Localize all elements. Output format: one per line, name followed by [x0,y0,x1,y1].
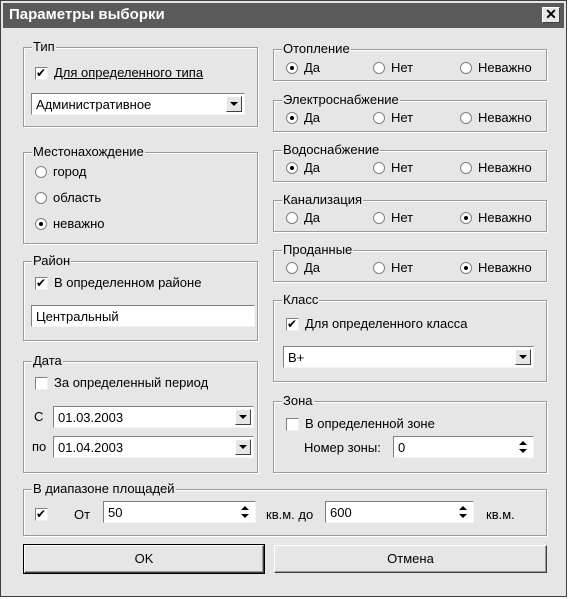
type-legend: Тип [33,39,55,54]
spin-down-icon[interactable] [515,447,531,455]
class-select[interactable] [283,346,534,368]
heating-legend: Отопление [283,41,350,56]
sewer-legend: Канализация [283,192,362,207]
radio-power-any[interactable] [460,112,472,124]
spinner-arrows-icon[interactable] [515,439,531,455]
area-checkbox[interactable] [35,508,48,521]
spin-up-icon[interactable] [455,504,471,512]
radio-sewer-no[interactable] [373,212,385,224]
date-to-label: по [32,439,47,454]
radio-power-yes[interactable] [286,112,298,124]
radio-heating-any[interactable] [460,62,472,74]
chevron-down-icon[interactable] [235,409,251,425]
area-unit-to-label: кв.м. до [266,507,314,522]
district-checkbox-label: В определенном районе [54,275,202,290]
date-checkbox[interactable] [35,377,48,390]
radio-any[interactable] [35,218,47,230]
zone-number-value: 0 [398,440,406,455]
location-option-any[interactable] [35,216,105,232]
water-any-label: Неважно [478,160,532,175]
sewer-yes[interactable] [286,210,320,226]
date-to-picker[interactable] [53,436,254,458]
heating-yes[interactable] [286,60,320,76]
zone-number-spinner[interactable] [393,436,534,458]
district-legend: Район [33,253,71,268]
radio-water-yes[interactable] [286,162,298,174]
water-legend: Водоснабжение [283,142,380,157]
sewer-any-label: Неважно [478,210,532,225]
power-no[interactable] [373,110,413,126]
zone-legend: Зона [283,393,313,408]
power-yes[interactable] [286,110,320,126]
zone-checkbox-label: В определенной зоне [305,416,435,431]
area-unit-label: кв.м. [486,507,515,522]
date-from-label: С [34,409,44,424]
power-yes-label: Да [304,110,321,125]
radio-water-any[interactable] [460,162,472,174]
spinner-arrows-icon[interactable] [455,504,471,520]
close-button[interactable] [542,7,560,23]
location-city-label: город [53,164,87,179]
zone-checkbox-row[interactable] [286,416,435,432]
radio-city[interactable] [35,166,47,178]
zone-number-label: Номер зоны: [304,440,381,455]
heating-no[interactable] [373,60,413,76]
sewer-yes-label: Да [304,210,321,225]
sold-legend: Проданные [283,242,353,257]
date-legend: Дата [33,353,62,368]
radio-heating-yes[interactable] [286,62,298,74]
radio-sold-yes[interactable] [286,262,298,274]
spin-up-icon[interactable] [515,439,531,447]
water-no[interactable] [373,160,413,176]
radio-power-no[interactable] [373,112,385,124]
class-group [273,292,547,382]
area-from-spinner[interactable] [103,501,256,523]
chevron-down-icon[interactable] [226,96,242,112]
radio-sewer-any[interactable] [460,212,472,224]
area-to-value: 600 [330,505,352,520]
type-checkbox[interactable] [35,67,48,80]
area-from-label: От [74,507,91,522]
chevron-down-icon[interactable] [235,439,251,455]
sewer-no-label: Нет [391,210,414,225]
sold-yes-label: Да [304,260,321,275]
district-input-value: Центральный [36,309,119,324]
spin-down-icon[interactable] [455,512,471,520]
ok-button[interactable]: OK [24,545,264,573]
heating-any[interactable] [460,60,532,76]
water-yes-label: Да [304,160,321,175]
location-region-label: область [53,190,102,205]
date-checkbox-row[interactable] [35,375,208,391]
type-select[interactable] [31,93,245,115]
title-bar[interactable] [3,3,564,28]
location-legend: Местонахождение [33,144,144,159]
date-from-value: 01.03.2003 [58,410,124,425]
close-icon: ✕ [545,6,557,22]
location-option-region[interactable] [35,190,101,206]
heating-no-label: Нет [391,60,414,75]
spinner-arrows-icon[interactable] [237,504,253,520]
chevron-down-icon[interactable] [515,349,531,365]
date-from-picker[interactable] [53,406,254,428]
date-checkbox-label: За определенный период [54,375,209,390]
district-input[interactable] [31,305,255,327]
power-legend: Электроснабжение [283,92,399,107]
class-legend: Класс [283,292,319,307]
location-option-city[interactable] [35,164,86,180]
power-no-label: Нет [391,110,414,125]
spin-up-icon[interactable] [237,504,253,512]
power-any-label: Неважно [478,110,532,125]
class-checkbox-row[interactable] [286,316,467,332]
power-any[interactable] [460,110,532,126]
class-checkbox[interactable] [286,318,299,331]
district-checkbox[interactable] [35,277,48,290]
radio-sewer-yes[interactable] [286,212,298,224]
water-any[interactable] [460,160,532,176]
sold-any-label: Неважно [478,260,532,275]
zone-checkbox[interactable] [286,418,299,431]
type-group [23,39,258,127]
area-legend: В диапазоне площадей [33,481,175,496]
area-from-value: 50 [108,505,123,520]
type-checkbox-row[interactable] [35,65,203,81]
district-group [23,253,258,341]
radio-sold-no[interactable] [373,262,385,274]
date-to-value: 01.04.2003 [58,440,124,455]
radio-region[interactable] [35,192,47,204]
type-checkbox-label: Для определенного типа [54,65,204,80]
radio-sold-any[interactable] [460,262,472,274]
class-checkbox-label: Для определенного класса [305,316,468,331]
heating-any-label: Неважно [478,60,532,75]
location-any-label: неважно [53,216,105,231]
sold-yes[interactable] [286,260,320,276]
sewer-any[interactable] [460,210,532,226]
district-checkbox-row[interactable] [35,275,201,291]
window-title: Параметры выборки [9,6,165,23]
water-no-label: Нет [391,160,414,175]
heating-yes-label: Да [304,60,321,75]
area-checkbox-row[interactable] [35,508,54,521]
class-select-value: B+ [288,350,305,365]
radio-water-no[interactable] [373,162,385,174]
radio-heating-no[interactable] [373,62,385,74]
area-to-spinner[interactable] [325,501,474,523]
sold-no[interactable] [373,260,413,276]
water-yes[interactable] [286,160,320,176]
cancel-button[interactable]: Отмена [274,545,547,573]
spin-down-icon[interactable] [237,512,253,520]
type-select-value: Административное [36,97,152,112]
sold-any[interactable] [460,260,532,276]
sewer-no[interactable] [373,210,413,226]
sold-no-label: Нет [391,260,414,275]
